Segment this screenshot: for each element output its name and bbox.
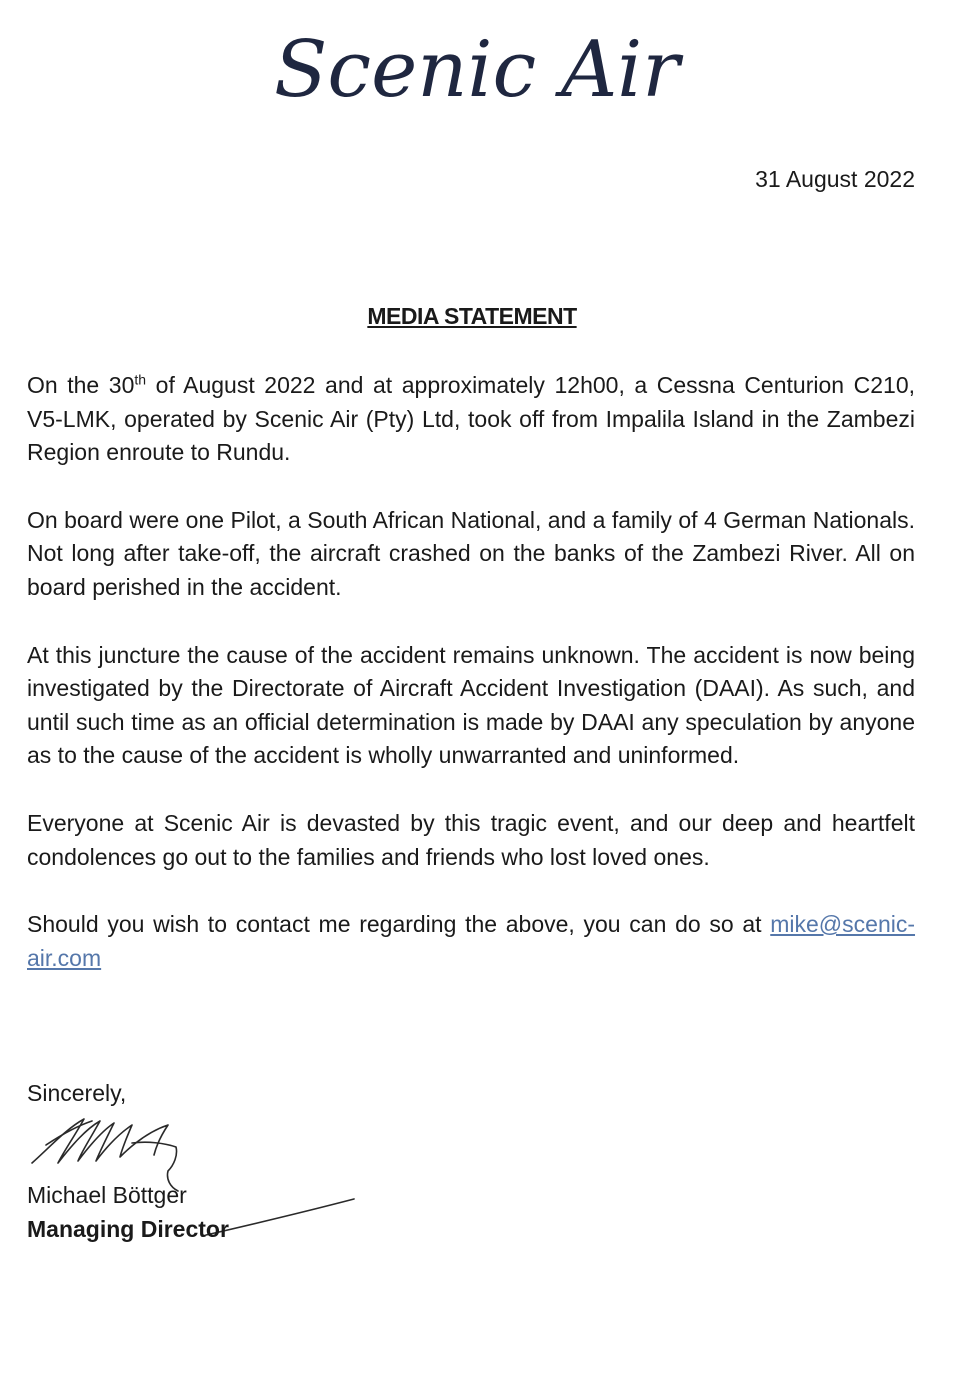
contact-email-link[interactable]: mike@scenic-air.com — [27, 911, 916, 971]
letter-body — [27, 369, 915, 1009]
paragraph-contact: Should you wish to contact me regarding the above, you can do so at mike@scenic-air.com — [27, 911, 916, 971]
signer-name: Michael Böttger — [27, 1182, 187, 1208]
paragraph-investigation: At this juncture the cause of the accident remains unknown. The accident is now being investigated by the Directorate of Aircraft Accident Investigation (DAAI). As such, and until such time as an official determination is made by DAAI any speculation by anyone as to the cause of the accident is wholly unwarranted and uninformed. — [27, 641, 915, 769]
logo-text: Scenic Air — [274, 25, 680, 115]
letter-date: 31 August 2022 — [755, 166, 915, 192]
paragraph-on-board: On board were one Pilot, a South African National, and a family of 4 German Nationals. Not long after take-off, the aircraft crashed on the banks of the Zambezi River. All on board perished in the accident. — [27, 506, 915, 600]
paragraph-incident: On the 30th of August 2022 and at approximately 12h00, a Cessna Centurion C210, V5-LMK, operated by Scenic Air (Pty) Ltd, took off from Impalila Island in the Zambezi Region enroute to Rundu. — [27, 371, 915, 466]
letter-heading: MEDIA STATEMENT — [367, 303, 577, 329]
scenic-air-logo — [268, 6, 708, 116]
letter-closing: Sincerely, — [27, 1080, 127, 1106]
paragraph-condolences: Everyone at Scenic Air is devasted by this tragic event, and our deep and heartfelt condolences go out to the families and friends who lost loved ones. — [27, 809, 915, 870]
signer-title: Managing Director — [27, 1216, 229, 1242]
